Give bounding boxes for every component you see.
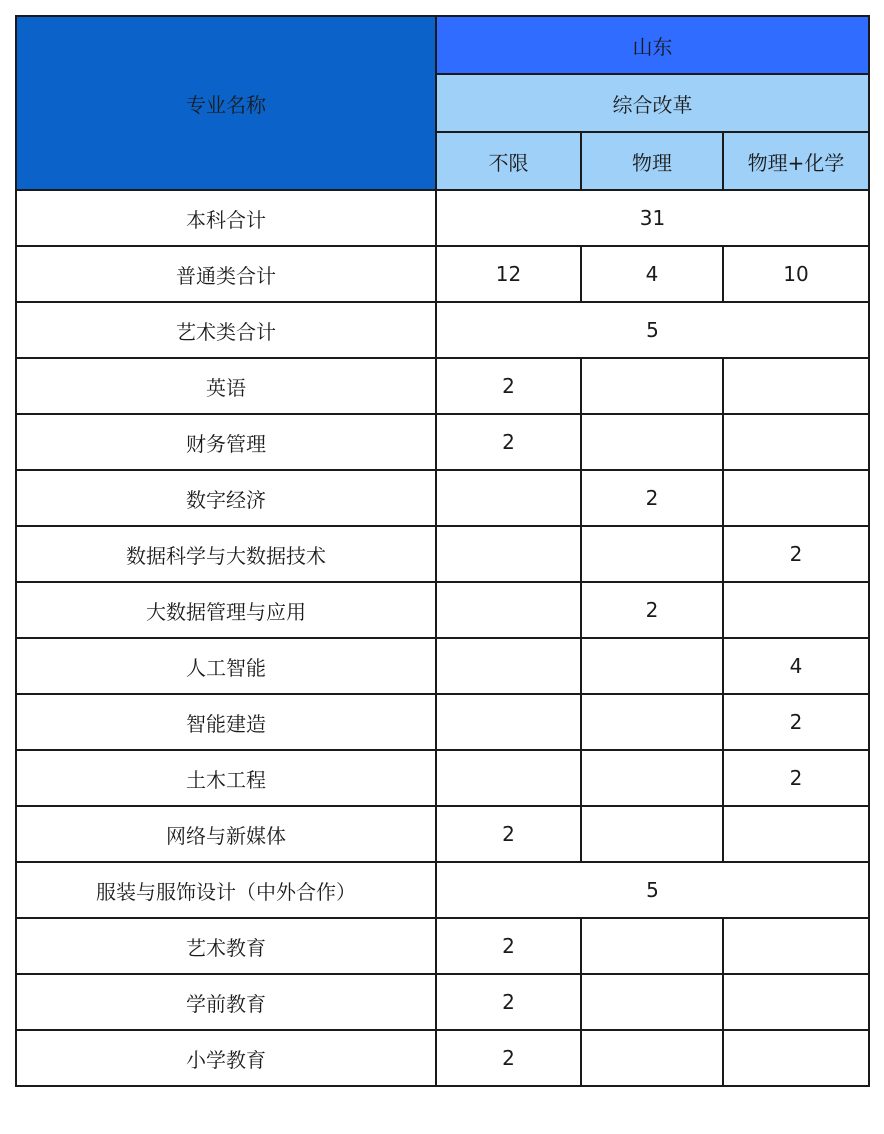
province-header: 山东	[436, 16, 869, 74]
count-cell	[723, 806, 869, 862]
major-name-cell: 智能建造	[16, 694, 436, 750]
table-row	[16, 862, 869, 918]
table-row	[16, 358, 869, 414]
count-cell	[436, 526, 581, 582]
count-cell: 2	[436, 974, 581, 1030]
summary-value: 5	[436, 302, 869, 358]
count-cell: 5	[436, 862, 869, 918]
subject-header-physics-chemistry: 物理+化学	[723, 132, 869, 190]
major-name-cell: 数据科学与大数据技术	[16, 526, 436, 582]
summary-row-undergrad	[16, 190, 869, 246]
reform-header: 综合改革	[436, 74, 869, 132]
major-name-header: 专业名称	[16, 16, 436, 190]
count-cell: 4	[723, 638, 869, 694]
major-name-cell: 财务管理	[16, 414, 436, 470]
major-name-cell: 艺术教育	[16, 918, 436, 974]
count-cell	[581, 974, 723, 1030]
count-cell	[436, 638, 581, 694]
summary-value: 31	[436, 190, 869, 246]
table-row	[16, 638, 869, 694]
table-row	[16, 414, 869, 470]
table-row	[16, 582, 869, 638]
count-cell: 2	[723, 526, 869, 582]
table-row	[16, 526, 869, 582]
subject-header-physics: 物理	[581, 132, 723, 190]
major-name-cell: 服装与服饰设计（中外合作）	[16, 862, 436, 918]
count-cell: 2	[581, 582, 723, 638]
count-cell	[723, 414, 869, 470]
count-cell: 2	[436, 918, 581, 974]
major-name-cell: 学前教育	[16, 974, 436, 1030]
enrollment-plan-table	[15, 15, 870, 1087]
major-name-cell: 小学教育	[16, 1030, 436, 1086]
table-row	[16, 806, 869, 862]
count-cell	[581, 918, 723, 974]
count-cell	[581, 694, 723, 750]
major-name-cell: 网络与新媒体	[16, 806, 436, 862]
count-cell	[581, 638, 723, 694]
count-cell: 2	[436, 1030, 581, 1086]
summary-label: 艺术类合计	[16, 302, 436, 358]
count-cell	[723, 582, 869, 638]
count-cell: 2	[723, 694, 869, 750]
count-cell	[581, 1030, 723, 1086]
count-cell	[581, 414, 723, 470]
major-name-cell: 大数据管理与应用	[16, 582, 436, 638]
count-cell: 2	[581, 470, 723, 526]
count-cell: 2	[723, 750, 869, 806]
count-cell	[436, 470, 581, 526]
count-cell	[436, 694, 581, 750]
count-cell: 2	[436, 414, 581, 470]
summary-row-art	[16, 302, 869, 358]
count-cell	[436, 582, 581, 638]
summary-label: 本科合计	[16, 190, 436, 246]
count-cell	[723, 470, 869, 526]
count-cell	[723, 974, 869, 1030]
summary-label: 普通类合计	[16, 246, 436, 302]
summary-value: 4	[581, 246, 723, 302]
summary-value: 12	[436, 246, 581, 302]
count-cell: 2	[436, 358, 581, 414]
summary-row-general	[16, 246, 869, 302]
major-name-cell: 英语	[16, 358, 436, 414]
count-cell	[581, 526, 723, 582]
count-cell	[723, 918, 869, 974]
count-cell	[581, 358, 723, 414]
count-cell	[723, 358, 869, 414]
count-cell	[436, 750, 581, 806]
table-row	[16, 918, 869, 974]
major-name-cell: 人工智能	[16, 638, 436, 694]
major-name-cell: 数字经济	[16, 470, 436, 526]
table-row	[16, 470, 869, 526]
count-cell	[723, 1030, 869, 1086]
count-cell: 2	[436, 806, 581, 862]
table-row	[16, 1030, 869, 1086]
count-cell	[581, 806, 723, 862]
count-cell	[581, 750, 723, 806]
summary-value: 10	[723, 246, 869, 302]
major-name-cell: 土木工程	[16, 750, 436, 806]
table-row	[16, 750, 869, 806]
table-row	[16, 694, 869, 750]
subject-header-any: 不限	[436, 132, 581, 190]
table-row	[16, 974, 869, 1030]
